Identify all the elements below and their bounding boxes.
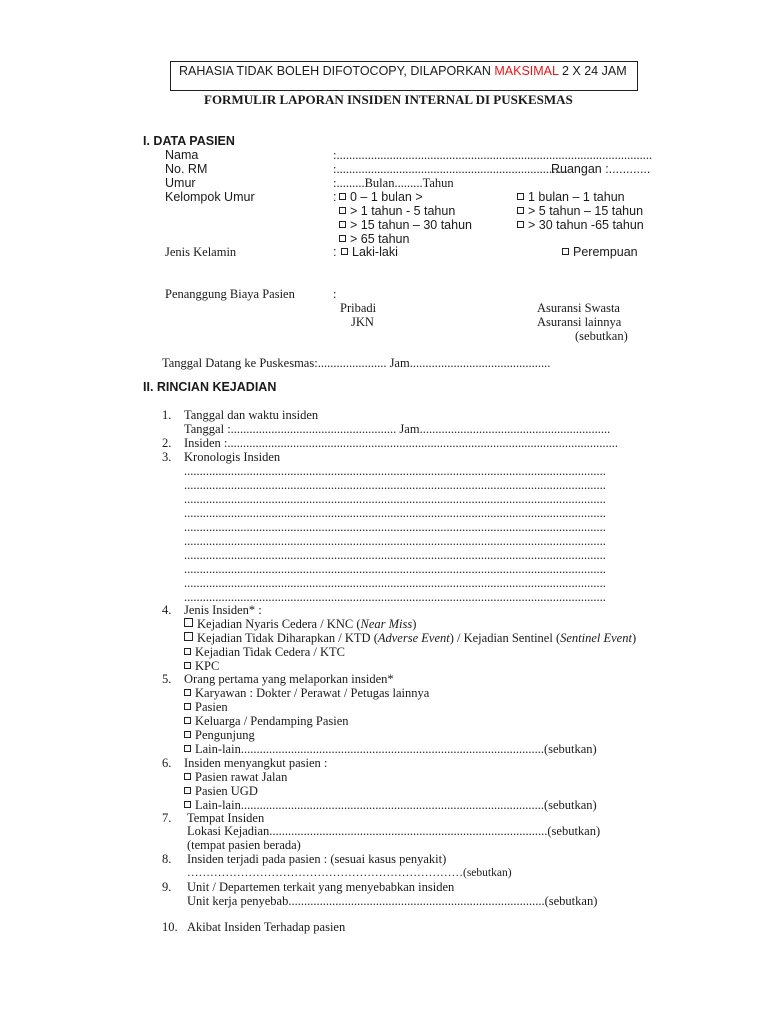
checkbox-icon [184,787,191,794]
checkbox-icon [339,235,346,242]
rm-label: No. RM [165,162,208,176]
pelapor-option[interactable]: Lain-lain.................................................................................................(sebutkan) [184,742,597,756]
insiden-option[interactable]: Kejadian Tidak Cedera / KTC [184,645,345,659]
q1-field[interactable]: Tanggal :..................................................... Jam............................................................. [184,422,611,436]
kronologi-line[interactable]: ....................................................................................................................................... [184,478,606,492]
confidential-notice-box [170,61,638,91]
lokasi-note: (tempat pasien berada) [187,838,301,852]
insiden-option[interactable]: KPC [184,659,219,673]
pasien-option[interactable]: Lain-lain.................................................................................................(sebutkan) [184,798,597,812]
section-1-heading: I. DATA PASIEN [143,134,235,148]
kronologi-line[interactable]: ....................................................................................................................................... [184,492,606,506]
checkbox-icon [184,731,191,738]
maksimal-highlight: MAKSIMAL [494,64,559,78]
checkbox-icon [517,193,524,200]
section-2-heading: II. RINCIAN KEJADIAN [143,380,277,394]
kronologi-line[interactable]: ....................................................................................................................................... [184,590,606,604]
checkbox-icon [562,248,569,255]
pasien-option[interactable]: Pasien rawat Jalan [184,770,287,784]
kronologi-line[interactable]: ....................................................................................................................................... [184,548,606,562]
q4-label: Jenis Insiden* : [184,603,262,617]
age-option[interactable]: > 30 tahun -65 tahun [517,218,644,232]
gender-option-male[interactable]: Laki-laki [341,245,398,259]
kronologi-line[interactable]: ....................................................................................................................................... [184,562,606,576]
checkbox-icon [184,703,191,710]
kronologi-line[interactable]: ....................................................................................................................................... [184,576,606,590]
pelapor-option[interactable]: Pasien [184,700,228,714]
lokasi-field[interactable]: Lokasi Kejadian.........................................................................................(sebutkan) [187,824,601,838]
pelapor-option[interactable]: Karyawan : Dokter / Perawat / Petugas lainnya [184,686,429,700]
biaya-option[interactable]: Pribadi [340,301,377,315]
checkbox-icon [341,248,348,255]
checkbox-icon [184,801,191,808]
insiden-option[interactable]: Kejadian Tidak Diharapkan / KTD (Adverse Event) / Kejadian Sentinel (Sentinel Event) [184,631,636,645]
q1-label: Tanggal dan waktu insiden [184,408,319,422]
umur-label: Umur [165,176,196,190]
kelompok-umur-label: Kelompok Umur [165,190,255,204]
age-option[interactable]: > 5 tahun – 15 tahun [517,204,643,218]
checkbox-icon [339,193,346,200]
rm-field[interactable]: :.......................................................................... [333,162,568,176]
kronologi-line[interactable]: ....................................................................................................................................... [184,520,606,534]
kronologi-line[interactable]: ....................................................................................................................................... [184,534,606,548]
checkbox-icon [184,717,191,724]
checkbox-icon [184,632,193,641]
biaya-option[interactable]: Asuransi lainnya [537,315,622,329]
insiden-field[interactable]: Insiden :............................................................................................................................. [184,436,619,450]
q5-label: Orang pertama yang melaporkan insiden* [184,672,394,686]
q8-label: Insiden terjadi pada pasien : (sesuai kasus penyakit) [187,852,447,866]
biaya-option[interactable]: JKN [351,315,374,329]
pelapor-option[interactable]: Keluarga / Pendamping Pasien [184,714,349,728]
biaya-option[interactable]: Asuransi Swasta [537,301,620,315]
checkbox-icon [184,689,191,696]
q6-label: Insiden menyangkut pasien : [184,756,328,770]
checkbox-icon [339,207,346,214]
q10-label: Akibat Insiden Terhadap pasien [187,920,346,934]
jenis-kelamin-label: Jenis Kelamin [165,245,237,259]
umur-field[interactable]: :.........Bulan.........Tahun [333,176,454,190]
age-option[interactable]: 1 bulan – 1 tahun [517,190,625,204]
checkbox-icon [517,207,524,214]
q9-label: Unit / Departemen terkait yang menyebabkan insiden [187,880,455,894]
age-option[interactable]: > 15 tahun – 30 tahun [339,218,472,232]
checkbox-icon [184,618,193,627]
unit-field[interactable]: Unit kerja penyebab..................................................................................(sebutkan) [187,894,598,908]
pasien-option[interactable]: Pasien UGD [184,784,258,798]
gender-option-female[interactable]: Perempuan [562,245,638,259]
checkbox-icon [184,648,191,655]
checkbox-icon [184,662,191,669]
insiden-option[interactable]: Kejadian Nyaris Cedera / KNC (Near Miss) [184,617,416,631]
sebutkan-note: (sebutkan) [575,329,628,343]
nama-field[interactable]: :..................................................................................................... [333,148,653,162]
age-option[interactable]: > 65 tahun [339,232,409,246]
checkbox-icon [184,745,191,752]
nama-label: Nama [165,148,199,162]
age-option[interactable]: 0 – 1 bulan > [339,190,423,204]
checkbox-icon [339,221,346,228]
pelapor-option[interactable]: Pengunjung [184,728,255,742]
tanggal-datang-field[interactable]: Tanggal Datang ke Puskesmas:...................... Jam............................................. [162,356,551,370]
checkbox-icon [184,773,191,780]
ruangan-field[interactable]: Ruangan :............ [551,162,651,176]
biaya-label: Penanggung Biaya Pasien [165,287,295,301]
confidential-notice: RAHASIA TIDAK BOLEH DIFOTOCOPY, DILAPORKAN MAKSIMAL 2 X 24 JAM [179,64,627,78]
q7-label: Tempat Insiden [187,811,265,825]
kronologi-line[interactable]: ....................................................................................................................................... [184,464,606,478]
age-option[interactable]: > 1 tahun - 5 tahun [339,204,455,218]
form-title: FORMULIR LAPORAN INSIDEN INTERNAL DI PUSKESMAS [204,92,573,107]
kronologi-line[interactable]: ....................................................................................................................................... [184,506,606,520]
q3-label: Kronologis Insiden [184,450,281,464]
kasus-field[interactable]: ………………………………………………………………(sebutkan) [187,867,512,879]
checkbox-icon [517,221,524,228]
